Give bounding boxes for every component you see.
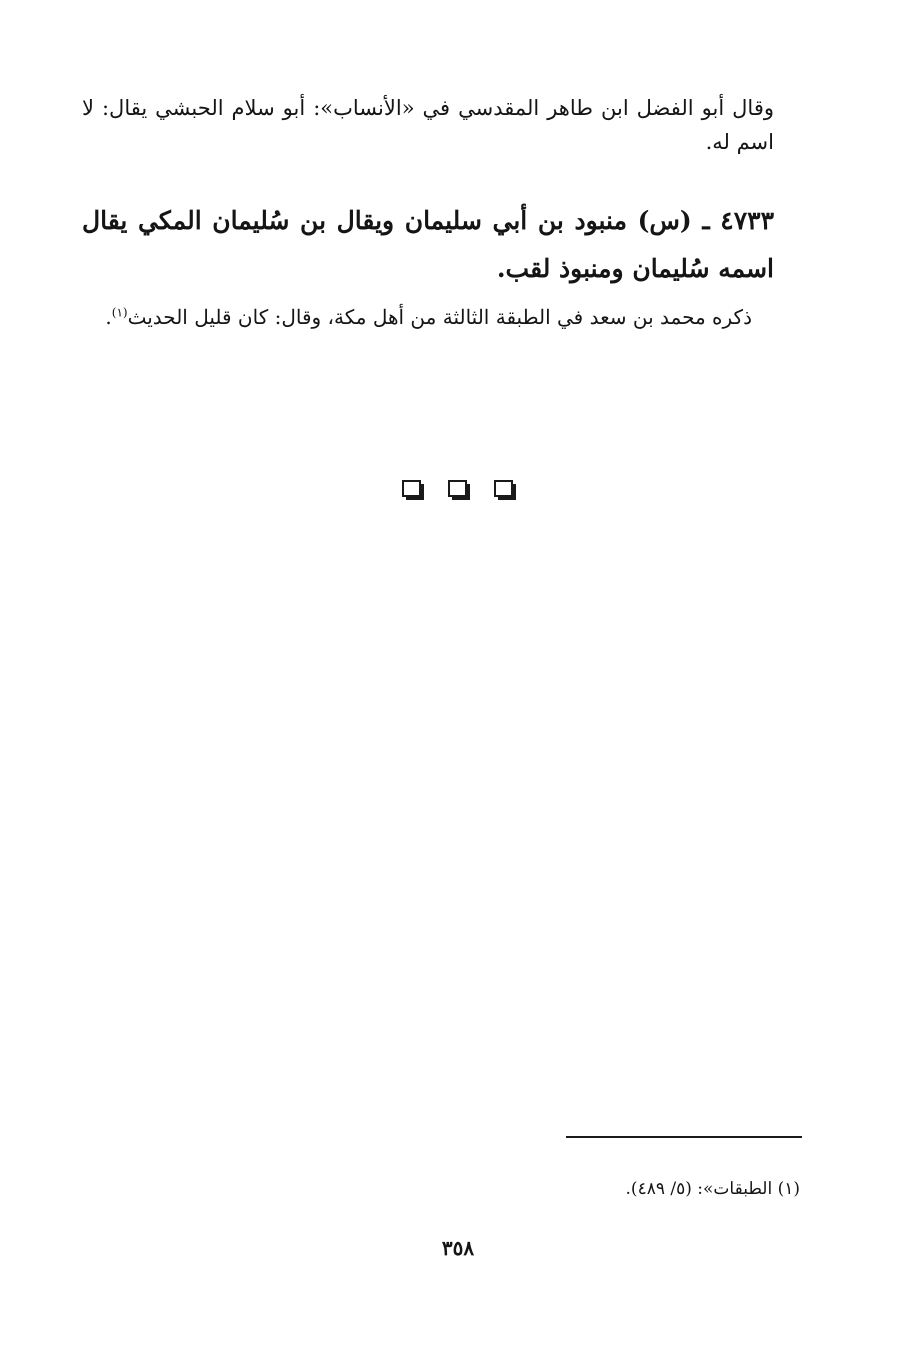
square-ornament-icon [448, 480, 468, 498]
footnote-marker: (١) [111, 305, 128, 320]
paragraph-ibn-saad-text: ذكره محمد بن سعد في الطبقة الثالثة من أهل مكة، وقال: كان قليل الحديث [127, 305, 752, 329]
paragraph-ansab-quote: وقال أبو الفضل ابن طاهر المقدسي في «الأنساب»: أبو سلام الحبشي يقال: لا اسم له. [82, 96, 774, 154]
footnote-text: (١) الطبقات»: (٥/ ٤٨٩). [625, 1179, 800, 1199]
section-end-ornaments [0, 480, 916, 498]
square-ornament-icon [402, 480, 422, 498]
square-ornament-icon [494, 480, 514, 498]
biography-entry-heading: ٤٧٣٣ ـ (س) منبود بن أبي سليمان ويقال بن سُليمان المكي يقال اسمه سُليمان ومنبوذ لقب. [82, 206, 774, 283]
page-number: ٣٥٨ [441, 1236, 475, 1260]
footnote-divider [566, 1136, 802, 1138]
paragraph-ibn-saad [82, 302, 774, 332]
paragraph-ibn-saad-end: . [105, 305, 112, 329]
